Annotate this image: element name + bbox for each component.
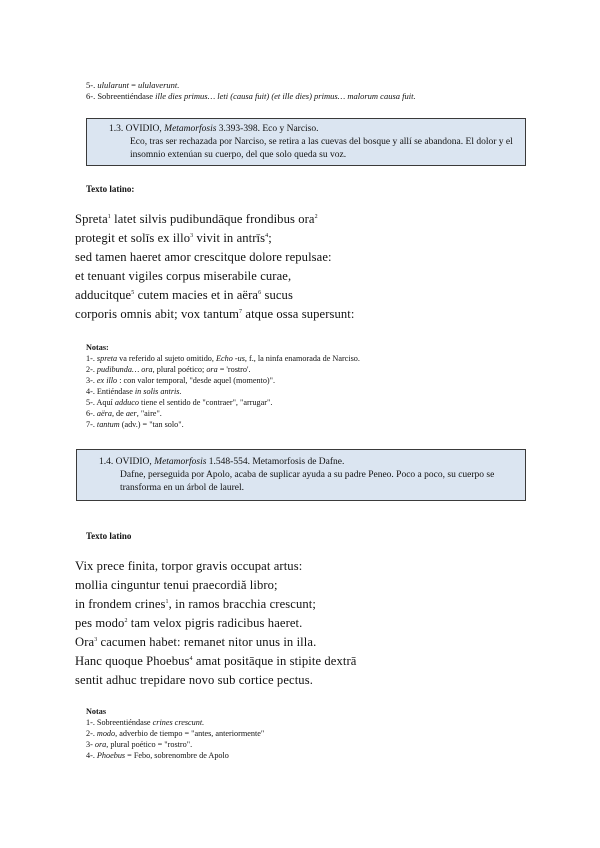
note-item bbox=[86, 364, 360, 375]
footnote-ref: 3 bbox=[190, 232, 194, 239]
note-text: 5-. Aquí bbox=[86, 398, 115, 407]
latin-fragment: , in ramos bracchia crescunt; bbox=[168, 597, 316, 611]
section-1-4-title bbox=[99, 456, 525, 469]
title-text: 1.548-554. Metamorfosis de Dafne. bbox=[206, 457, 345, 467]
note-text: , plural poético; bbox=[152, 365, 207, 374]
footnote-ref: 2 bbox=[314, 213, 318, 220]
note-text: , de bbox=[111, 409, 126, 418]
note-text: 5-. bbox=[86, 80, 96, 90]
note-text: , plural poético = "rostro". bbox=[106, 740, 193, 749]
note-text: = 'rostro'. bbox=[217, 365, 251, 374]
note-text: 2-. bbox=[86, 729, 97, 738]
note-item bbox=[86, 419, 360, 430]
section-1-4-latin-text bbox=[75, 557, 356, 690]
latin-fragment: Spreta bbox=[75, 212, 108, 226]
latin-fragment: Ora bbox=[75, 635, 95, 649]
note-text: va referido al sujeto omitido, bbox=[117, 354, 216, 363]
note-text: 1-. Sobreentiéndase bbox=[86, 718, 153, 727]
section-1-4-notes bbox=[86, 706, 264, 761]
note-text: tiene el sentido de "contraer", "arrugar". bbox=[139, 398, 273, 407]
latin-line bbox=[75, 210, 355, 229]
note-italic: ora bbox=[94, 740, 107, 749]
note-italic: pudibunda… ora bbox=[96, 365, 153, 374]
note-item bbox=[86, 397, 360, 408]
latin-line bbox=[75, 286, 355, 305]
note-text: 4-. Entiéndase bbox=[86, 387, 135, 396]
note-item bbox=[86, 353, 360, 364]
footnote-ref: 5 bbox=[131, 289, 135, 296]
note-text: : con valor temporal, "desde aquel (momento)". bbox=[117, 376, 276, 385]
note-text: 1-. bbox=[86, 354, 97, 363]
note-italic: modo bbox=[96, 729, 116, 738]
title-text: 1.3. OVIDIO, bbox=[109, 124, 165, 134]
note-italic: crines crescunt. bbox=[152, 718, 205, 727]
note-text: , adverbio de tiempo = "antes, anteriormente" bbox=[115, 729, 265, 738]
latin-line bbox=[75, 652, 356, 671]
note-text: = Febo, sobrenombre de Apolo bbox=[125, 751, 229, 760]
note-text: 3- bbox=[86, 740, 95, 749]
note-italic: ululaverunt. bbox=[138, 80, 180, 90]
latin-fragment: pes modo bbox=[75, 616, 125, 630]
footnote-ref: 6 bbox=[258, 289, 262, 296]
latin-line: et tenuant vigiles corpus miserabile curae, bbox=[75, 269, 292, 283]
section-1-3-notes bbox=[86, 342, 360, 430]
note-item bbox=[86, 728, 264, 739]
note-item bbox=[86, 750, 264, 761]
note-item bbox=[86, 408, 360, 419]
notes-heading: Notas: bbox=[86, 343, 109, 352]
title-text: 1.4. OVIDIO, bbox=[99, 457, 155, 467]
footnote-ref: 7 bbox=[239, 308, 243, 315]
note-text: 7-. bbox=[86, 420, 97, 429]
latin-fragment: Hanc quoque Phoebus bbox=[75, 654, 190, 668]
note-italic: Phoebus bbox=[96, 751, 126, 760]
latin-line bbox=[75, 633, 356, 652]
latin-fragment: cacumen habet: remanet nitor unus in illa. bbox=[97, 635, 317, 649]
note-item bbox=[86, 386, 360, 397]
note-text: , f., la ninfa enamorada de Narciso. bbox=[244, 354, 360, 363]
note-text: = bbox=[129, 80, 139, 90]
latin-line: sentit adhuc trepidare novo sub cortice pectus. bbox=[75, 673, 313, 687]
top-note-6 bbox=[86, 91, 416, 102]
latin-line: Vix prece finita, torpor gravis occupat artus: bbox=[75, 559, 303, 573]
footnote-ref: 1 bbox=[107, 213, 111, 220]
note-text: 2-. bbox=[86, 365, 97, 374]
latin-fragment: cutem macies et in aëra bbox=[134, 288, 259, 302]
footnote-ref: 3 bbox=[94, 636, 98, 643]
note-italic: in solis antris. bbox=[134, 387, 182, 396]
note-item bbox=[86, 717, 264, 728]
note-text: 4-. bbox=[86, 751, 97, 760]
footnote-ref: 1 bbox=[165, 598, 169, 605]
section-1-4-description: Dafne, perseguida por Apolo, acaba de suplicar ayuda a su padre Peneo. Poco a poco, su cuerpo se transforma en un árbol de laurel. bbox=[120, 470, 495, 493]
work-title: Metamorfosis bbox=[154, 457, 207, 467]
note-text: (adv.) = "tan solo". bbox=[119, 420, 184, 429]
note-item bbox=[86, 739, 264, 750]
section-1-3-label: Texto latino: bbox=[86, 184, 135, 194]
note-item bbox=[86, 375, 360, 386]
note-italic: spreta bbox=[96, 354, 118, 363]
latin-line bbox=[75, 614, 356, 633]
latin-fragment: vivit in antrīs bbox=[193, 231, 266, 245]
note-italic: tantum bbox=[96, 420, 120, 429]
latin-fragment: atque ossa supersunt: bbox=[242, 307, 355, 321]
section-1-4-header-box bbox=[76, 449, 526, 501]
section-1-3-latin-text bbox=[75, 210, 355, 324]
title-text: 3.393-398. Eco y Narciso. bbox=[216, 124, 319, 134]
section-1-4-label: Texto latino bbox=[86, 531, 132, 541]
footnote-ref: 4 bbox=[189, 655, 193, 662]
latin-fragment: protegit et solīs ex illo bbox=[75, 231, 191, 245]
latin-fragment: sucus bbox=[261, 288, 293, 302]
note-text: 6-. bbox=[86, 409, 97, 418]
section-1-3-header-box bbox=[86, 118, 526, 166]
latin-line: mollia cinguntur tenui praecordiă libro; bbox=[75, 578, 278, 592]
note-italic: aer bbox=[125, 409, 137, 418]
latin-fragment: adducitque bbox=[75, 288, 132, 302]
latin-fragment: in frondem crines bbox=[75, 597, 166, 611]
note-italic: ora bbox=[206, 365, 218, 374]
notes-heading: Notas bbox=[86, 707, 107, 716]
section-1-3-description: Eco, tras ser rechazada por Narciso, se retira a las cuevas del bosque y allí se abandona. El dolor y el insomnio extenúan su cuerpo, del que solo queda su voz. bbox=[130, 137, 513, 160]
work-title: Metamorfosis bbox=[164, 124, 217, 134]
latin-fragment: latet silvis pudibundāque frondibus ora bbox=[110, 212, 315, 226]
note-italic: Echo -us bbox=[216, 354, 245, 363]
note-italic: aëra bbox=[96, 409, 112, 418]
latin-fragment: amat positāque in stipite dextrā bbox=[192, 654, 357, 668]
latin-fragment: tam velox pigris radicibus haeret. bbox=[127, 616, 303, 630]
note-italic: ex illo bbox=[96, 376, 118, 385]
note-italic: ulularunt bbox=[97, 80, 129, 90]
note-italic: ille dies primus… leti (causa fuit) (et ille dies) primus… malorum causa fuit. bbox=[155, 91, 416, 101]
latin-fragment: corporis omnis abit; vox tantum bbox=[75, 307, 240, 321]
latin-line bbox=[75, 595, 356, 614]
top-note-5 bbox=[86, 80, 179, 91]
latin-line: sed tamen haeret amor crescitque dolore repulsae: bbox=[75, 250, 332, 264]
note-italic: adduco bbox=[114, 398, 139, 407]
latin-line bbox=[75, 229, 355, 248]
section-1-3-title bbox=[109, 123, 525, 136]
note-text: 6-. Sobreentiéndase bbox=[86, 91, 156, 101]
latin-fragment: ; bbox=[268, 231, 272, 245]
footnote-ref: 4 bbox=[265, 232, 269, 239]
note-text: 3-. bbox=[86, 376, 97, 385]
note-text: , "aire". bbox=[136, 409, 162, 418]
footnote-ref: 2 bbox=[124, 617, 128, 624]
latin-line bbox=[75, 305, 355, 324]
